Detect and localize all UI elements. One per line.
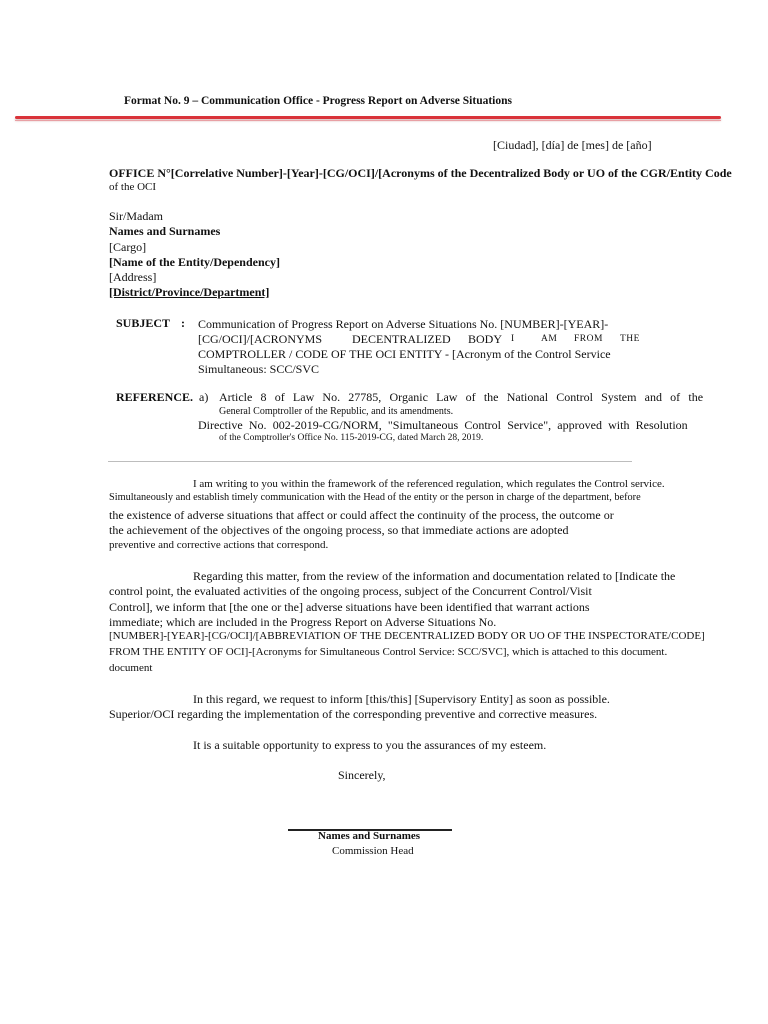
office-number-line: OFFICE N°[Correlative Number]-[Year]-[CG/OCI]/[Acronyms of the Decentralized Body or UO of the CGR/Entity Code: [109, 166, 732, 180]
closing: Sincerely,: [338, 768, 386, 782]
p1-line-1: I am writing to you within the framework of the referenced regulation, which regulates the Control service.: [193, 478, 665, 490]
reference-a-marker: a): [199, 390, 209, 404]
p3-line-1: In this regard, we request to inform [this/this] [Supervisory Entity] as soon as possible.: [193, 692, 610, 706]
reference-b-line-1: Directive No. 002-2019-CG/NORM, "Simultaneous Control Service", approved with Resolution: [198, 418, 688, 432]
p2-line-1: Regarding this matter, from the review of the information and documentation related to [Indicate the: [193, 569, 676, 583]
subject-line-2f: FROM: [574, 334, 603, 344]
courtesy-paragraph: It is a suitable opportunity to express to you the assurances of my esteem.: [193, 738, 547, 752]
subject-line-1: Communication of Progress Report on Adverse Situations No. [NUMBER]-[YEAR]-: [198, 317, 609, 331]
p2-line-2: control point, the evaluated activities of the ongoing process, subject of the Concurrent Control/Visit: [109, 584, 592, 598]
p2-line-3: Control], we inform that [the one or the] adverse situations have been identified that warrant actions: [109, 600, 590, 614]
office-number-line-cont: of the OCI: [109, 181, 157, 193]
reference-label: REFERENCE.: [116, 390, 194, 404]
p3-line-2: Superior/OCI regarding the implementation of the corresponding preventive and corrective measures.: [109, 707, 598, 721]
salutation: Sir/Madam: [109, 209, 163, 223]
subject-line-2c: BODY: [468, 332, 503, 346]
reference-a-line-1: Article 8 of Law No. 27785, Organic Law of the National Control System and of the: [219, 390, 704, 404]
subject-line-2d: I: [511, 334, 515, 344]
subject-line-2b: DECENTRALIZED: [352, 332, 451, 346]
recipient-address: [Address]: [109, 270, 157, 284]
header-rule: [15, 116, 721, 119]
p2-line-4: immediate; which are included in the Progress Report on Adverse Situations No.: [109, 615, 497, 629]
p2-line-5: [NUMBER]-[YEAR]-[CG/OCI]/[ABBREVIATION OF THE DECENTRALIZED BODY OR UO OF THE INSPECTORATE/CODE]: [109, 630, 705, 642]
p1-line-5: preventive and corrective actions that correspond.: [109, 539, 329, 551]
reference-b-line-2: of the Comptroller's Office No. 115-2019-CG, dated March 28, 2019.: [219, 433, 484, 443]
p1-line-4: the achievement of the objectives of the ongoing process, so that immediate actions are adopted: [109, 523, 569, 537]
subject-line-2g: THE: [620, 334, 640, 344]
header-rule-shadow: [15, 120, 721, 121]
recipient-district: [District/Province/Department]: [109, 285, 270, 299]
subject-colon: :: [181, 316, 185, 330]
subject-line-3: COMPTROLLER / CODE OF THE OCI ENTITY - [Acronym of the Control Service: [198, 347, 611, 361]
p2-line-6: FROM THE ENTITY OF OCI]-[Acronyms for Simultaneous Control Service: SCC/SVC], which is attached to this document.: [109, 646, 668, 658]
subject-line-4: Simultaneous: SCC/SVC: [198, 362, 320, 376]
p1-line-3: the existence of adverse situations that affect or could affect the continuity of the process, the outcome or: [109, 508, 614, 522]
recipient-entity: [Name of the Entity/Dependency]: [109, 255, 280, 269]
subject-label: SUBJECT: [116, 316, 171, 330]
p2-line-7: document: [109, 662, 153, 674]
section-divider: [108, 461, 632, 462]
place-date: [Ciudad], [día] de [mes] de [año]: [493, 138, 652, 152]
reference-a-line-2: General Comptroller of the Republic, and its amendments.: [219, 406, 454, 417]
p1-line-2: Simultaneously and establish timely communication with the Head of the entity or the person in charge of the department, before: [109, 492, 641, 503]
signature-title: Commission Head: [332, 845, 414, 857]
recipient-cargo: [Cargo]: [109, 240, 147, 254]
subject-line-2a: [CG/OCI]/[ACRONYMS: [198, 332, 323, 346]
recipient-names: Names and Surnames: [109, 224, 221, 238]
subject-line-2e: AM: [541, 334, 558, 344]
signature-name: Names and Surnames: [318, 830, 421, 842]
document-title: Format No. 9 – Communication Office - Progress Report on Adverse Situations: [124, 95, 512, 107]
